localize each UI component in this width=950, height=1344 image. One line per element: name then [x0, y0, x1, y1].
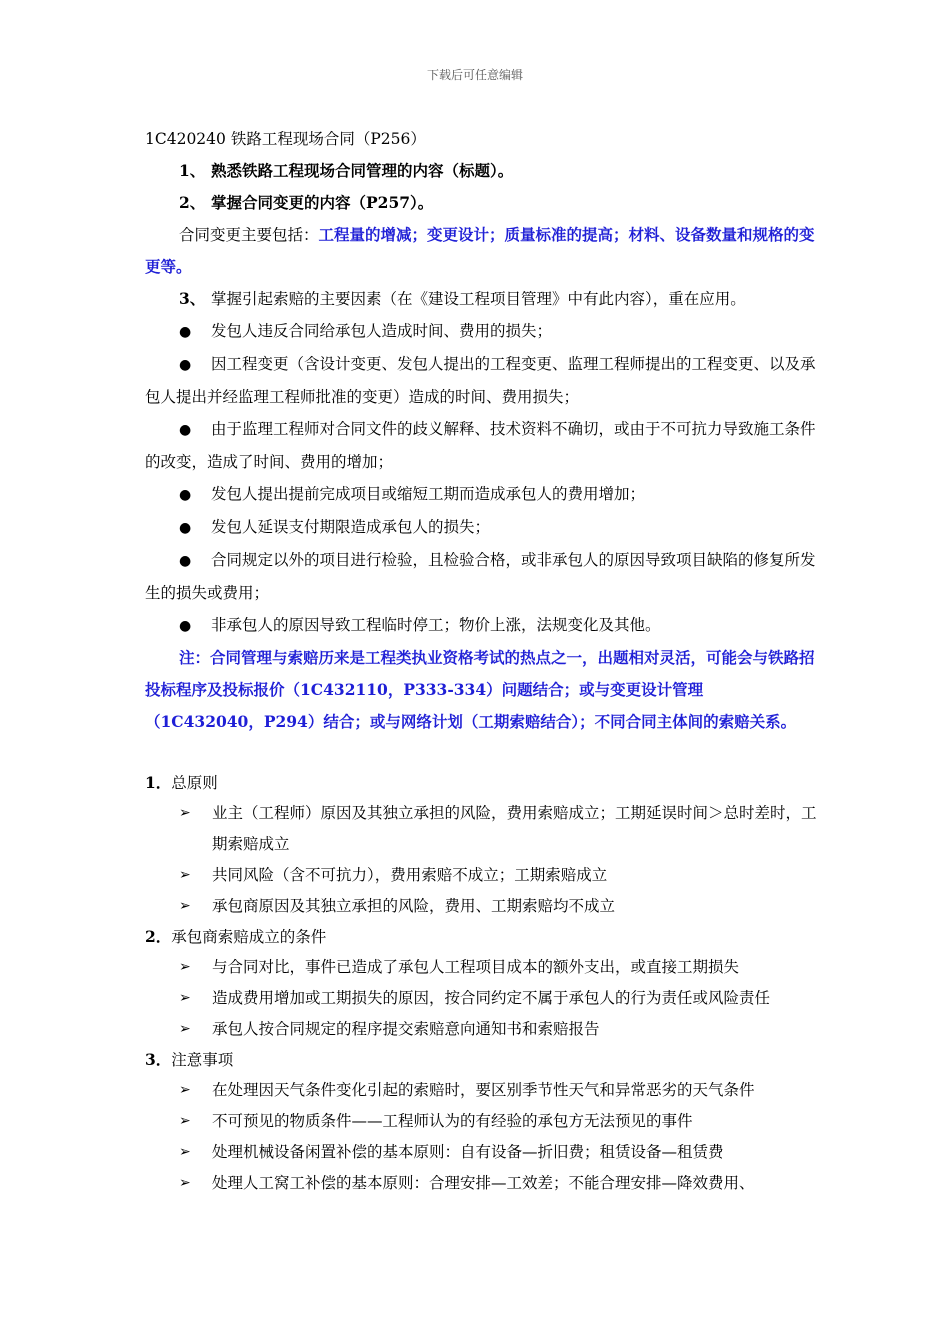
section-list-item	[145, 891, 817, 922]
list-item-text: 非承包人的原因导致工程临时停工；物价上涨，法规变化及其他。	[211, 616, 661, 634]
arrow-bullet-icon: ➢	[179, 1144, 191, 1160]
list-item	[145, 413, 817, 478]
section-list-item-text: 处理人工窝工补偿的基本原则：合理安排—工效差；不能合理安排—降效费用、	[212, 1174, 755, 1192]
arrow-bullet-icon: ➢	[179, 867, 191, 883]
section-heading-text: 承包商索赔成立的条件	[171, 928, 327, 946]
section-list-item-text: 业主（工程师）原因及其独立承担的风险，费用索赔成立；工期延误时间＞总时差时，工期索赔成立	[212, 804, 817, 853]
section-heading-text: 注意事项	[171, 1051, 234, 1069]
list-item-text: 由于监理工程师对合同文件的歧义解释、技术资料不确切，或由于不可抗力导致施工条件的改变，造成了时间、费用的增加；	[145, 420, 816, 471]
change-content: 工程量的增减；变更设计；质量标准的提高；材料、设备数量和规格的变更等。	[145, 225, 815, 276]
section-list-item	[145, 1137, 817, 1168]
section-list-item	[145, 860, 817, 891]
list-item	[145, 315, 817, 348]
section-list-item	[145, 1014, 817, 1045]
page-header: 下载后可任意编辑	[426, 68, 523, 82]
claim-factor-list	[145, 315, 817, 642]
list-item-text: 发包人延误支付期限造成承包人的损失；	[211, 518, 491, 536]
section-number: 2．	[145, 927, 172, 946]
section-list-item	[145, 983, 817, 1014]
numbered-item-1	[145, 155, 817, 187]
numbered-item-3	[145, 283, 817, 315]
note-paragraph: 注：合同管理与索赔历来是工程类执业资格考试的热点之一，出题相对灵活，可能会与铁路招投标程序及投标报价（1C432110，P333-334）问题结合；或与变更设计管理（1C432040，P294）结合；或与网络计划（工期索赔结合）；不同合同主体间的索赔关系。	[145, 648, 815, 731]
section-list-item-text: 在处理因天气条件变化引起的索赔时，要区别季节性天气和异常恶劣的天气条件	[212, 1081, 755, 1099]
list-item	[145, 511, 817, 544]
section-heading	[145, 922, 817, 952]
section-list-item-text: 承包人按合同规定的程序提交索赔意向通知书和索赔报告	[212, 1020, 600, 1038]
section-list-item	[145, 952, 817, 983]
section-list-item-text: 不可预见的物质条件——工程师认为的有经验的承包方无法预见的事件	[212, 1112, 693, 1130]
change-lead: 合同变更主要包括：	[179, 226, 319, 244]
section-list-item-text: 与合同对比，事件已造成了承包人工程项目成本的额外支出，或直接工期损失	[212, 958, 740, 976]
principles-sections	[145, 768, 817, 1199]
bullet-dot-icon: ●	[179, 553, 192, 569]
bullet-dot-icon: ●	[179, 618, 192, 634]
section-heading	[145, 768, 817, 798]
list-item	[145, 609, 817, 642]
section-heading	[145, 1045, 817, 1075]
change-paragraph	[145, 219, 817, 283]
list-item-text: 因工程变更（含设计变更、发包人提出的工程变更、监理工程师提出的工程变更、以及承包人提出并经监理工程师批准的变更）造成的时间、费用损失；	[145, 355, 816, 406]
arrow-bullet-icon: ➢	[179, 898, 191, 914]
arrow-bullet-icon: ➢	[179, 959, 191, 975]
spacer	[145, 738, 817, 768]
section-list-item-text: 共同风险（含不可抗力），费用索赔不成立；工期索赔成立	[212, 866, 608, 884]
section-list-item	[145, 798, 817, 860]
item-number: 2、	[179, 193, 206, 212]
section-number: 1．	[145, 773, 172, 792]
section-title: 1C420240 铁路工程现场合同（P256）	[145, 130, 426, 148]
section-list-item-text: 造成费用增加或工期损失的原因，按合同约定不属于承包人的行为责任或风险责任	[212, 989, 771, 1007]
list-item	[145, 478, 817, 511]
list-item	[145, 544, 817, 609]
bullet-dot-icon: ●	[179, 487, 192, 503]
list-item-text: 发包人提出提前完成项目或缩短工期而造成承包人的费用增加；	[211, 485, 646, 503]
section-list-item-text: 处理机械设备闲置补偿的基本原则：自有设备—折旧费；租赁设备—租赁费	[212, 1143, 724, 1161]
item-text: 掌握引起索赔的主要因素（在《建设工程项目管理》中有此内容），重在应用。	[211, 290, 746, 308]
arrow-bullet-icon: ➢	[179, 1082, 191, 1098]
item-text: 熟悉铁路工程现场合同管理的内容（标题）。	[211, 161, 514, 180]
section-list-item	[145, 1075, 817, 1106]
section-list-item	[145, 1106, 817, 1137]
bullet-dot-icon: ●	[179, 324, 192, 340]
arrow-bullet-icon: ➢	[179, 1175, 191, 1191]
arrow-bullet-icon: ➢	[179, 805, 191, 821]
section-list-item-text: 承包商原因及其独立承担的风险，费用、工期索赔均不成立	[212, 897, 616, 915]
item-number: 1、	[179, 161, 206, 180]
bullet-dot-icon: ●	[179, 357, 192, 373]
document-body	[145, 124, 817, 1199]
numbered-item-2	[145, 187, 817, 219]
item-number: 3、	[179, 289, 206, 308]
list-item-text: 合同规定以外的项目进行检验，且检验合格，或非承包人的原因导致项目缺陷的修复所发生的损失或费用；	[145, 551, 816, 602]
section-list-item	[145, 1168, 817, 1199]
bullet-dot-icon: ●	[179, 422, 192, 438]
arrow-bullet-icon: ➢	[179, 1021, 191, 1037]
bullet-dot-icon: ●	[179, 520, 192, 536]
arrow-bullet-icon: ➢	[179, 990, 191, 1006]
list-item-text: 发包人违反合同给承包人造成时间、费用的损失；	[211, 322, 553, 340]
section-heading-text: 总原则	[171, 774, 218, 792]
arrow-bullet-icon: ➢	[179, 1113, 191, 1129]
list-item	[145, 348, 817, 413]
section-number: 3．	[145, 1050, 172, 1069]
item-text: 掌握合同变更的内容（P257）。	[211, 193, 434, 212]
